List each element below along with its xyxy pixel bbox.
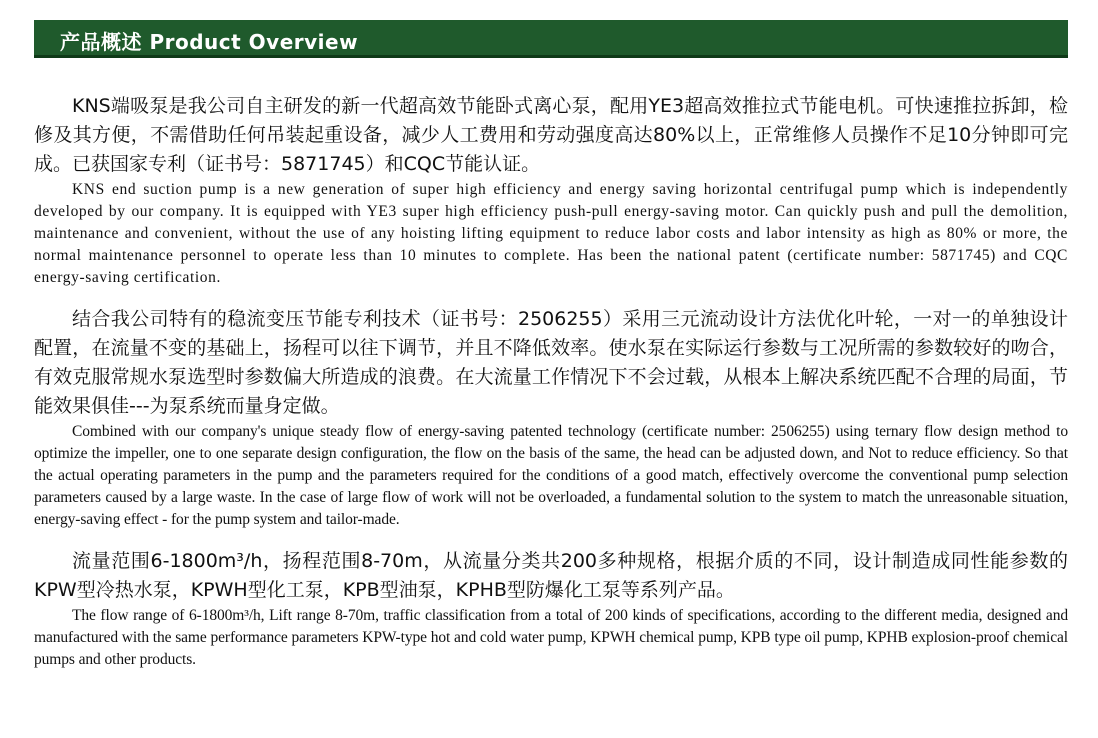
paragraph-block: [34, 547, 1068, 671]
chinese-paragraph: 流量范围6-1800m³/h，扬程范围8-70m，从流量分类共200多种规格，根据介质的不同，设计制造成同性能参数的KPW型冷热水泵，KPWH型化工泵，KPB型油泵，KPHB型防爆化工泵等系列产品。: [34, 550, 1068, 601]
english-paragraph: The flow range of 6-1800m³/h, Lift range 8-70m, traffic classification from a total of 200 kinds of specifications, according to the different media, designed and manufactured with the same performance parameters KPW-type hot and cold water pump, KPWH chemical pump, KPB type oil pump, KPHB explosion-proof chemical pumps and other products.: [34, 607, 1068, 668]
section-header-bar: [34, 20, 1068, 58]
chinese-paragraph: KNS端吸泵是我公司自主研发的新一代超高效节能卧式离心泵，配用YE3超高效推拉式节能电机。可快速推拉拆卸，检修及其方便，不需借助任何吊装起重设备，减少人工费用和劳动强度高达80%以上，正常维修人员操作不足10分钟即可完成。已获国家专利（证书号：5871745）和CQC节能认证。: [34, 95, 1068, 175]
chinese-paragraph: 结合我公司特有的稳流变压节能专利技术（证书号：2506255）采用三元流动设计方法优化叶轮，一对一的单独设计配置，在流量不变的基础上，扬程可以往下调节，并且不降低效率。使水泵在实际运行参数与工况所需的参数较好的吻合，有效克服常规水泵选型时参数偏大所造成的浪费。在大流量工作情况下不会过载，从根本上解决系统匹配不合理的局面，节能效果俱佳---为泵系统而量身定做。: [34, 308, 1068, 417]
paragraph-block: [34, 305, 1068, 531]
section-title: 产品概述 Product Overview: [60, 30, 359, 54]
overview-content: [34, 92, 1068, 687]
english-paragraph: KNS end suction pump is a new generation of super high efficiency and energy saving horizontal centrifugal pump which is independently developed by our company. It is equipped with YE3 super high efficiency push-pull energy-saving motor. Can quickly push and pull the demolition, maintenance and convenient, without the use of any hoisting lifting equipment to reduce labor costs and labor intensity as high as 80% or more, the normal maintenance personnel to operate less than 10 minutes to complete. Has been the national patent (certificate number: 5871745) and CQC energy-saving certification.: [34, 181, 1068, 286]
paragraph-block: [34, 92, 1068, 289]
english-paragraph: Combined with our company's unique steady flow of energy-saving patented technology (certificate number: 2506255) using ternary flow design method to optimize the impeller, one to one separate design configuration, the flow on the basis of the same, the head can be adjusted down, and Not to reduce efficiency. So that the actual operating parameters in the pump and the parameters required for the conditions of a good match, effectively overcome the conventional pump selection parameters caused by a large waste. In the case of large flow of work will not be overloaded, a fundamental solution to the system to match the unreasonable situation, energy-saving effect - for the pump system and tailor-made.: [34, 423, 1068, 528]
